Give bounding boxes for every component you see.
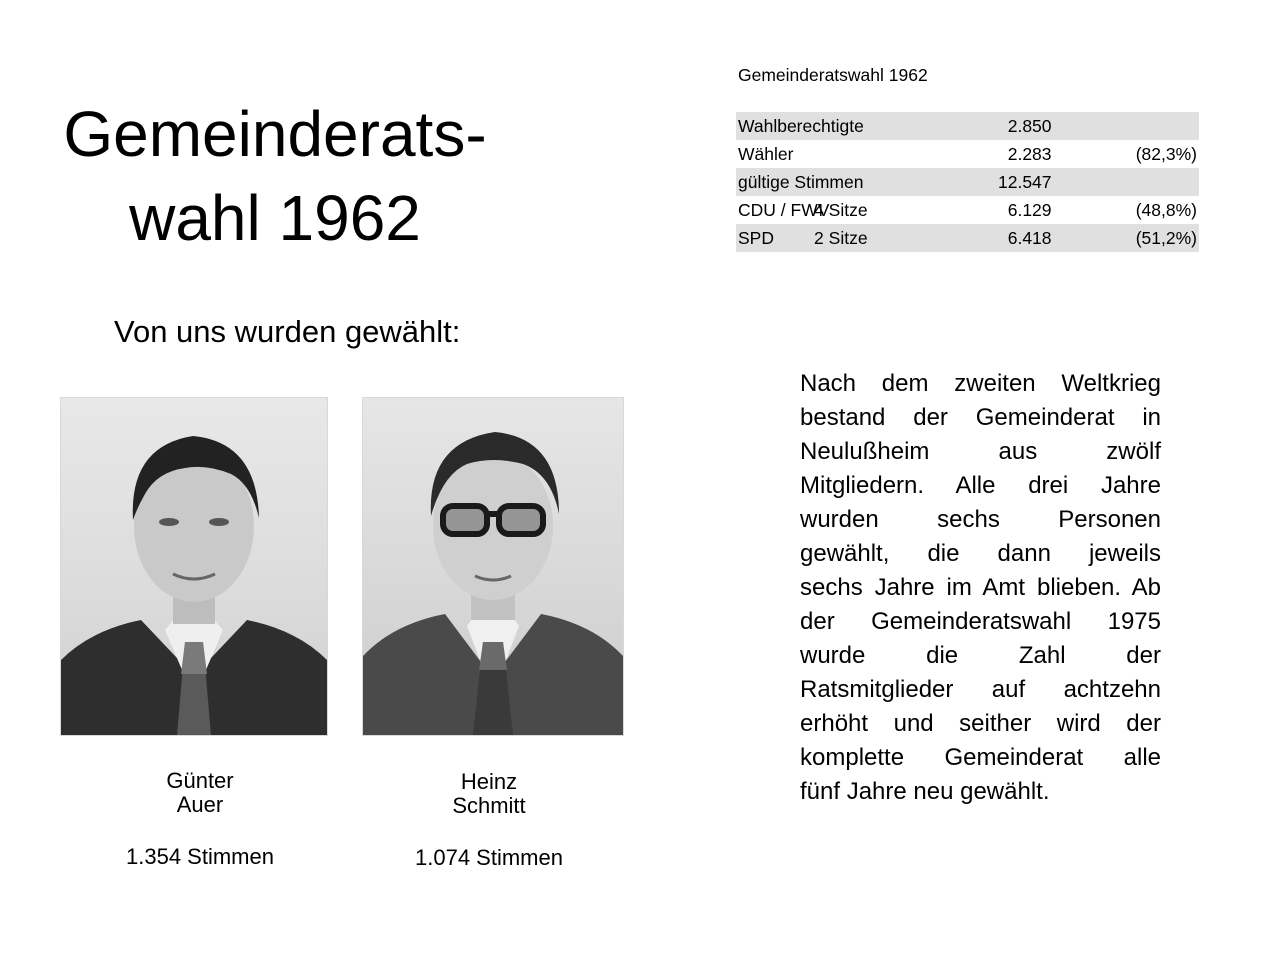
last-name: Schmitt (452, 793, 526, 818)
title-line-1: Gemeinderats- (63, 98, 487, 170)
paragraph-line: komplette Gemeinderat alle (800, 744, 1161, 771)
row-percent: (48,8%) (1135, 200, 1197, 220)
row-seats: 2 Sitze (812, 224, 888, 252)
table-row (736, 112, 1199, 140)
paragraph-line: Nach dem zweiten Weltkrieg (800, 370, 1161, 397)
stats-heading: Gemeinderatswahl 1962 (738, 65, 928, 85)
paragraph-line: wurde die Zahl der (800, 642, 1161, 669)
portrait-photo-schmitt (362, 397, 624, 736)
table-row (736, 196, 1199, 224)
page-title (30, 92, 520, 260)
stats-table (736, 112, 1199, 252)
paragraph-line: fünf Jahre neu gewählt. (800, 778, 1050, 805)
row-label: Wähler (738, 144, 794, 164)
row-label: Wahlberechtigte (736, 112, 888, 140)
row-label: gültige Stimmen (736, 168, 888, 196)
row-label: SPD (736, 224, 812, 252)
paragraph-line: erhöht und seither wird der (800, 710, 1161, 737)
row-percent: (82,3%) (1135, 144, 1197, 164)
first-name: Heinz (460, 769, 518, 794)
paragraph-line: Neulußheim aus zwölf (800, 438, 1161, 465)
portrait-illustration (363, 398, 623, 735)
portrait-photo-auer (60, 397, 328, 736)
portrait-illustration (61, 398, 327, 735)
paragraph-line: Ratsmitglieder auf achtzehn (800, 676, 1161, 703)
row-seats: 4 Sitze (814, 200, 868, 220)
table-row (736, 224, 1199, 252)
paragraph-line: der Gemeinderatswahl 1975 (800, 608, 1161, 635)
title-line-2: wahl 1962 (129, 182, 421, 254)
paragraph-line: gewählt, die dann jeweils (800, 540, 1161, 567)
history-paragraph (800, 367, 1161, 809)
row-value: 12.547 (888, 168, 1053, 196)
row-value: 6.129 (1007, 200, 1052, 220)
paragraph-line: wurden sechs Personen (800, 506, 1161, 533)
person-name-auer (100, 769, 300, 817)
person-name-schmitt (389, 770, 589, 818)
election-stats (736, 62, 1199, 252)
row-label: CDU / FWV (738, 200, 830, 220)
row-value: 6.418 (888, 224, 1053, 252)
paragraph-line: Mitgliedern. Alle drei Jahre (800, 472, 1161, 499)
row-value: 2.850 (888, 112, 1053, 140)
row-percent: (51,2%) (1054, 224, 1199, 252)
person-votes-auer: 1.354 Stimmen (126, 844, 274, 869)
row-percent (1054, 112, 1199, 140)
last-name: Auer (176, 792, 224, 817)
table-row (736, 140, 1199, 168)
paragraph-line: bestand der Gemeinderat in (800, 404, 1161, 431)
subtitle: Von uns wurden gewählt: (114, 314, 461, 349)
row-value: 2.283 (1007, 144, 1052, 164)
first-name: Günter (166, 768, 234, 793)
person-votes-schmitt: 1.074 Stimmen (415, 845, 563, 870)
table-row (736, 168, 1199, 196)
row-percent (1054, 168, 1199, 196)
paragraph-line: sechs Jahre im Amt blieben. Ab (800, 574, 1161, 601)
